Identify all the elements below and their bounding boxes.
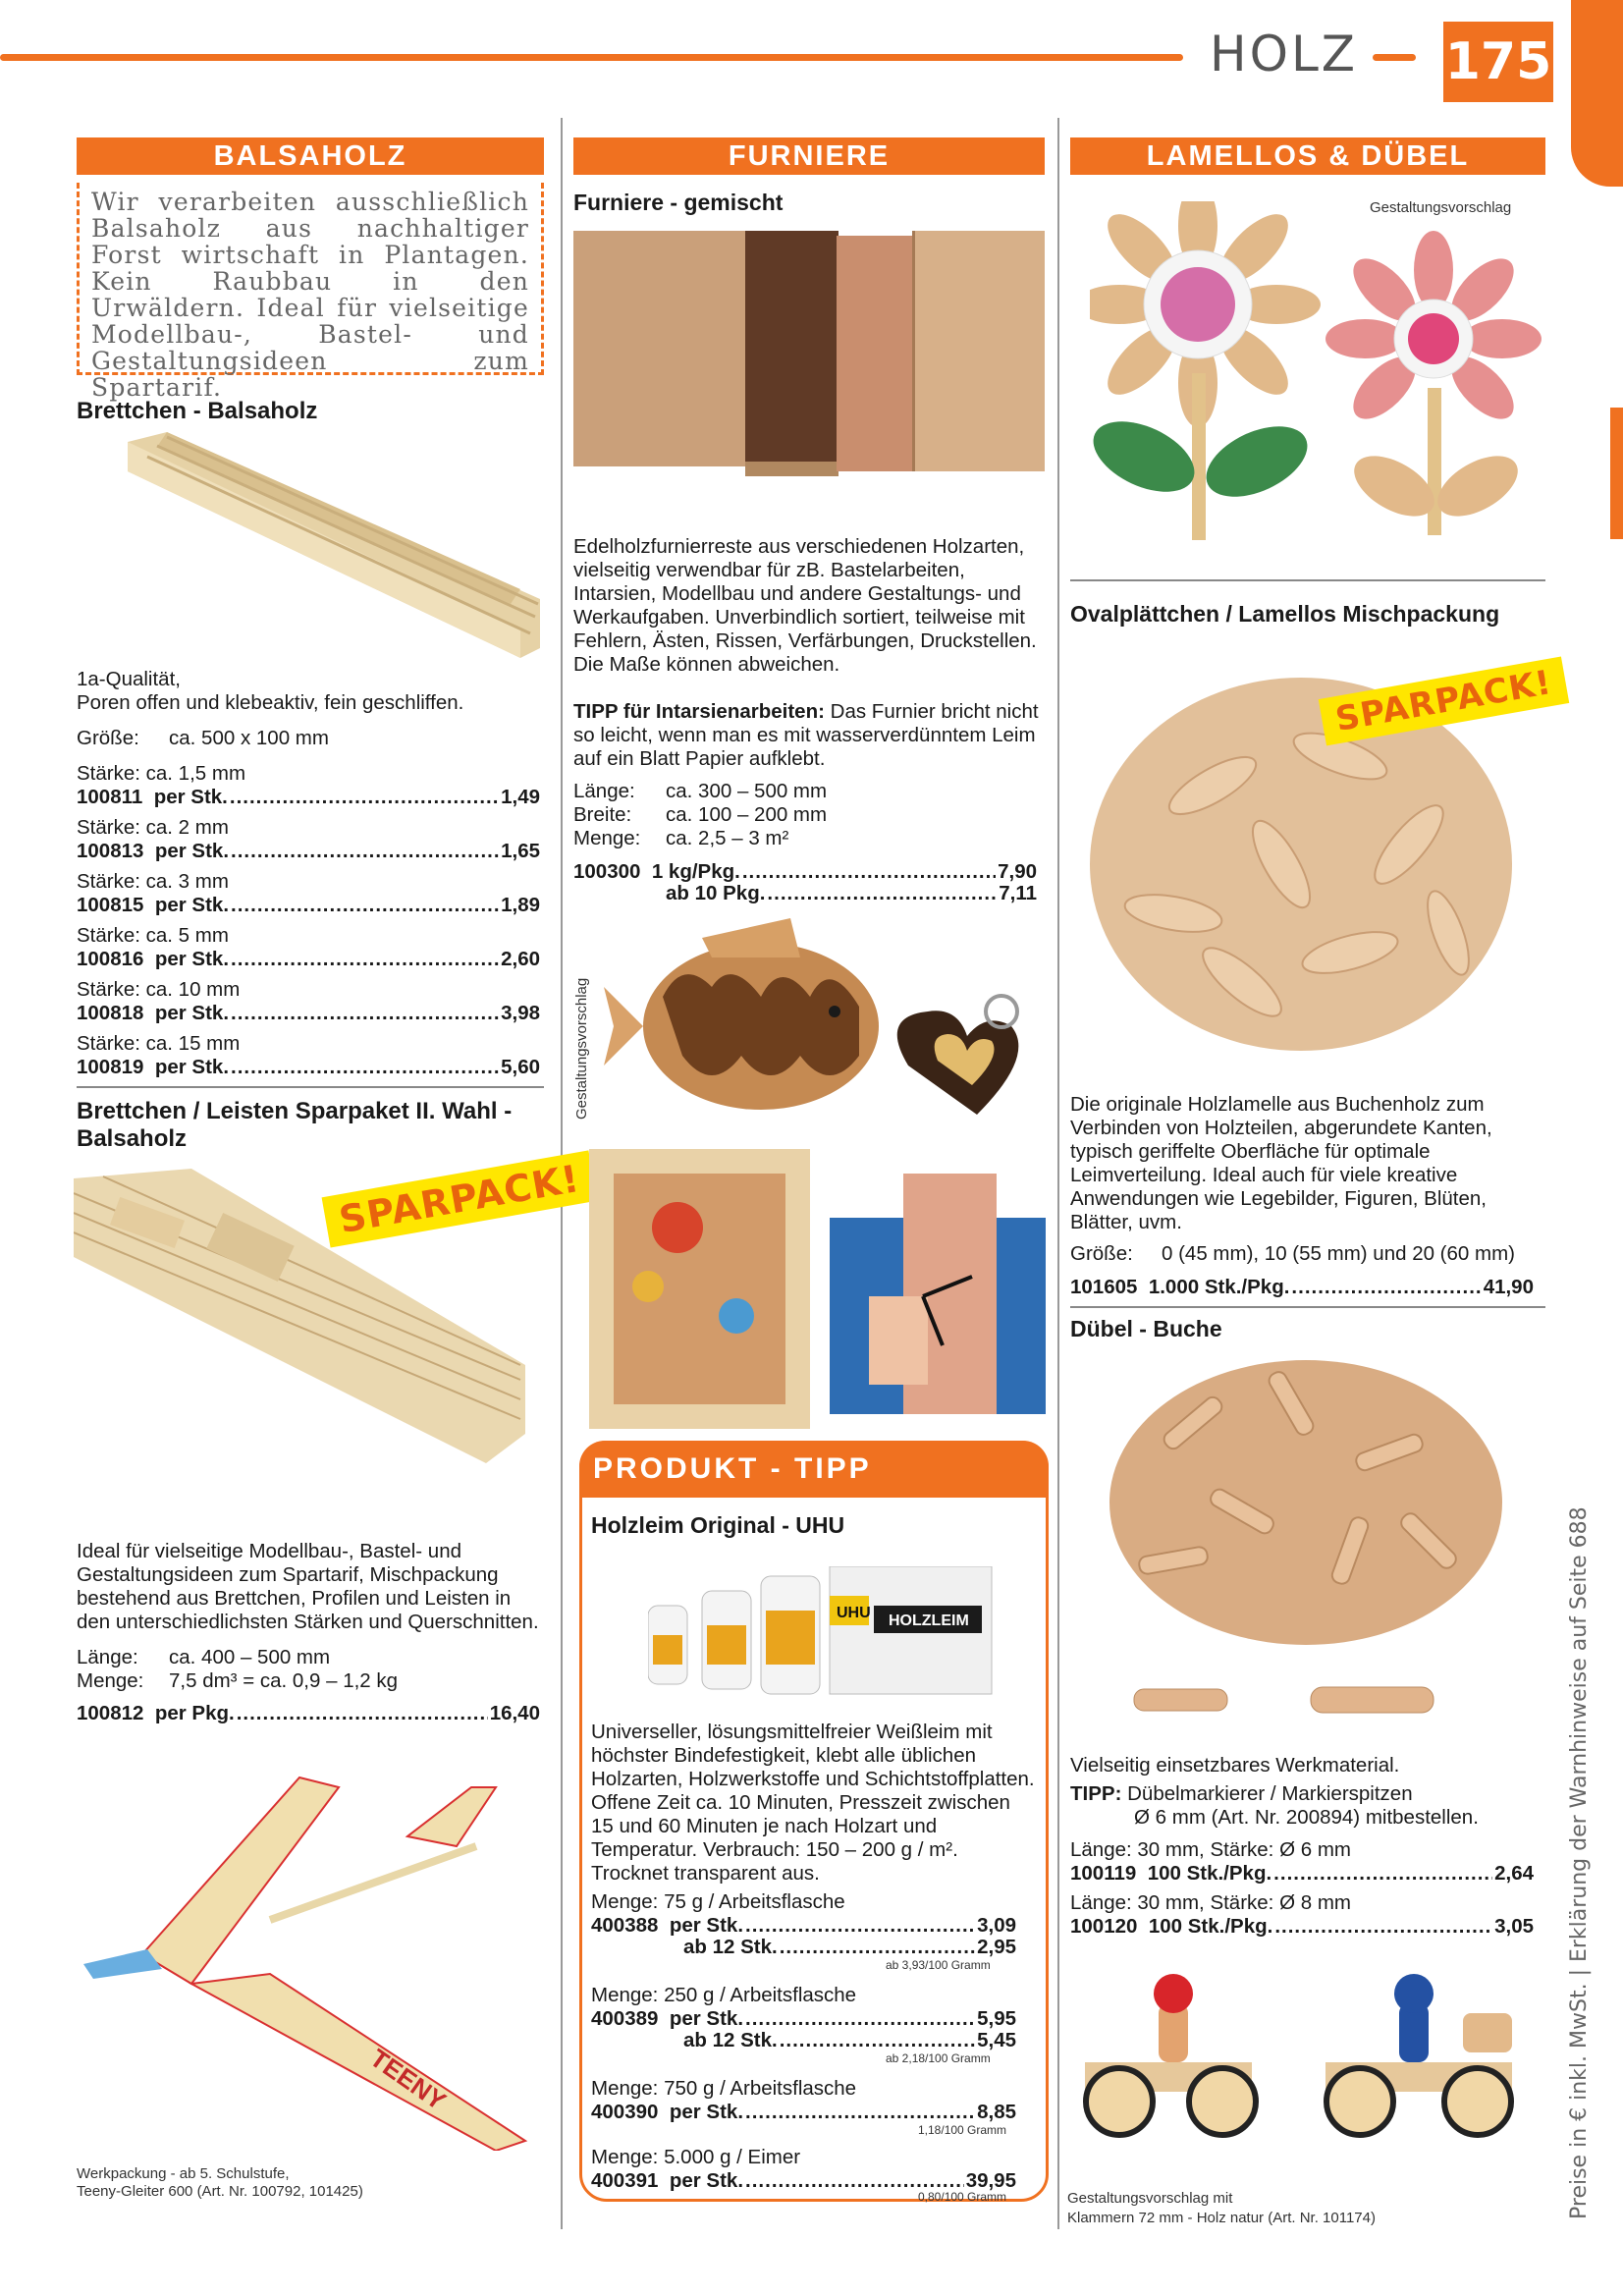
- flower-center: [1408, 313, 1459, 364]
- game-piece-head: [1394, 1974, 1434, 2013]
- product-desc: Ideal für vielseitige Modellbau-, Bastel- und Gestaltungsideen zum Spartarif, Mischpackung bestehend aus Brettchen, Profilen und Leisten in den unterschiedlichsten Stärken und Querschnitten.: [77, 1540, 539, 1633]
- size-value: 0 (45 mm), 10 (55 mm) und 20 (60 mm): [1162, 1242, 1515, 1265]
- price: 41,90: [1483, 1276, 1534, 1298]
- page-number: 175: [1443, 22, 1553, 102]
- leaf: [1195, 412, 1318, 512]
- unit: 100 Stk./Pkg.: [1147, 1862, 1272, 1885]
- divider: [1070, 1306, 1545, 1308]
- tipp-label-text: TIPP:: [1070, 1782, 1122, 1805]
- bottle-label: [766, 1611, 815, 1665]
- price-row: [77, 1702, 540, 1725]
- caption: Gestaltungsvorschlag mit: [1067, 2190, 1233, 2207]
- design-note: Gestaltungsvorschlag: [573, 977, 590, 1120]
- product-desc: 1a-Qualität,: [77, 668, 181, 690]
- product-desc: Edelholzfurnierreste aus verschiedenen Holzarten, vielseitig verwendbar für zB. Bastelarbeiten, Intarsien, Modellbau und andere Gestaltungs- und Werkaufgaben. Unverbindlich sortiert, teilweise mit Fehlern, Ästen, Rissen, Verfärbungen, Druckstellen. Die Maße können abweichen.: [573, 535, 1037, 676]
- header-rule-short: [1373, 54, 1416, 61]
- column-divider: [1057, 118, 1059, 2229]
- price: 5,95: [977, 2007, 1016, 2030]
- price: 5,60: [501, 1056, 540, 1078]
- bottle-label: [707, 1625, 746, 1665]
- variant-amount: Menge: 250 g / Arbeitsflasche: [591, 1984, 857, 2006]
- stem: [1192, 373, 1206, 540]
- balsa-boards-image: [108, 432, 540, 658]
- unit: per Stk.: [154, 948, 230, 970]
- spec-value: ca. 300 – 500 mm: [666, 780, 828, 802]
- leaf: [1428, 444, 1528, 529]
- game-piece-head: [1154, 1974, 1193, 2013]
- board-edge: [147, 457, 530, 633]
- veneer-sheet: [745, 231, 839, 462]
- article-code: 100812: [77, 1702, 144, 1724]
- tipp-body: Ø 6 mm (Art. Nr. 200894) mitbestellen.: [1134, 1806, 1479, 1829]
- brand-logo: UHU: [837, 1605, 871, 1621]
- wheel: [1189, 2068, 1256, 2135]
- spec-label: Menge:: [573, 827, 641, 849]
- thickness: Stärke: ca. 2 mm: [77, 816, 229, 839]
- dowel-spec: Länge: 30 mm, Stärke: Ø 8 mm: [1070, 1891, 1351, 1914]
- unit: per Stk.: [669, 2101, 744, 2123]
- price-row: [77, 786, 540, 809]
- product-title: Brettchen / Leisten Sparpaket II. Wahl -: [77, 1098, 513, 1124]
- spec-label: Breite:: [573, 803, 632, 826]
- product-title: Balsaholz: [77, 1125, 188, 1152]
- price-row: [591, 2007, 1016, 2031]
- dowel-pile: [1109, 1360, 1502, 1645]
- petal: [1414, 231, 1453, 309]
- price: 16,40: [489, 1702, 540, 1724]
- article-code: 100819: [77, 1056, 144, 1078]
- tipp-label: [1070, 1782, 1413, 1806]
- wing-left: [142, 1777, 339, 1984]
- price: 39,95: [965, 2169, 1016, 2192]
- thickness: Stärke: ca. 10 mm: [77, 978, 241, 1001]
- price-row: [683, 1936, 1016, 1959]
- veneer-sheet: [573, 231, 750, 466]
- variant-amount: Menge: 75 g / Arbeitsflasche: [591, 1890, 845, 1913]
- dowel-pile-image: [1100, 1355, 1512, 1723]
- glider-image: [74, 1748, 545, 2151]
- size-value: ca. 500 x 100 mm: [169, 727, 329, 749]
- price: 7,90: [998, 860, 1037, 883]
- flower-center: [1161, 267, 1235, 342]
- price-row: [666, 882, 1037, 905]
- article-code: 100813: [77, 840, 144, 862]
- article-code: 400389: [591, 2007, 659, 2030]
- fish-eye: [829, 1006, 840, 1017]
- price: 1,49: [501, 786, 540, 808]
- size-label: Größe:: [77, 727, 139, 749]
- fish-keyring-image: [604, 918, 1046, 1134]
- article-code: 101605: [1070, 1276, 1138, 1298]
- lamello-flowers-image: [1090, 201, 1542, 540]
- variant-amount: Menge: 5.000 g / Eimer: [591, 2146, 801, 2168]
- thickness: Stärke: ca. 3 mm: [77, 870, 229, 893]
- lamello-pile-image: [1085, 668, 1517, 1061]
- unit: per Stk.: [154, 1056, 230, 1078]
- base-price: ab 2,18/100 Gramm: [886, 2051, 991, 2065]
- petal: [1463, 319, 1542, 358]
- price-row: [1070, 1915, 1534, 1939]
- dowel-block: [1463, 2013, 1512, 2052]
- variant-amount: Menge: 750 g / Arbeitsflasche: [591, 2077, 857, 2100]
- spec-value: ca. 100 – 200 mm: [666, 803, 828, 826]
- article-code: 100818: [77, 1002, 144, 1024]
- produkt-tipp-header: PRODUKT - TIPP: [579, 1441, 1049, 1498]
- caption: Werkpackung - ab 5. Schulstufe,: [77, 2165, 290, 2182]
- section-header-lamellos: LAMELLOS & DÜBEL: [1070, 137, 1545, 175]
- product-title: Dübel - Buche: [1070, 1316, 1222, 1341]
- unit: 1.000 Stk./Pkg.: [1148, 1276, 1290, 1298]
- unit: per Stk.: [669, 2007, 744, 2030]
- unit: ab 12 Stk.: [683, 1936, 778, 1958]
- article-code: 100811: [77, 786, 143, 808]
- side-marker: [1610, 408, 1623, 539]
- price: 2,95: [977, 1936, 1016, 1958]
- intro-text: Wir verarbeiten ausschließlich Balsaholz aus nachhaltiger Forst wirtschaft in Plantagen. Kein Raubbau in den Urwäldern. Ideal für vielseitige Modellbau-, Bastel- und Gestaltungsideen zum Spartarif.: [77, 183, 544, 375]
- product-desc: Die originale Holzlamelle aus Buchenholz zum Verbinden von Holzteilen, abgerundete Kanten, typisch geriffelte Oberfläche für optimale Leimverteilung. Ideal auch für viele kreative Anwendungen wie Legebilder, Figuren, Blüten, Blätter, uvm.: [1070, 1093, 1492, 1233]
- base-price: ab 3,93/100 Gramm: [886, 1958, 991, 1972]
- board-edge: [157, 446, 535, 617]
- price: 8,85: [977, 2101, 1016, 2123]
- unit: per Stk.: [669, 1914, 744, 1937]
- price-note: Preise in € inkl. MwSt. | Erklärung der Warnhinweise auf Seite 688: [1567, 1506, 1592, 2219]
- veneer-sheet: [837, 236, 915, 471]
- dowel-single: [1311, 1687, 1434, 1713]
- amount-label: Menge:: [77, 1669, 144, 1692]
- wheel: [1326, 2068, 1393, 2135]
- unit: per Pkg.: [154, 1702, 235, 1724]
- price: 5,45: [977, 2029, 1016, 2051]
- price: 2,64: [1494, 1862, 1534, 1885]
- unit: per Stk.: [154, 894, 230, 916]
- tipp-text: [573, 700, 1047, 771]
- product-desc: Universeller, lösungsmittelfreier Weißleim mit höchster Bindefestigkeit, klebt alle üblichen Holzarten, Holzwerkstoffe und Schichtstoffplatten. Offene Zeit ca. 10 Minuten, Presszeit zwischen 15 und 60 Minuten je nach Holzart und Temperatur. Verbrauch: 150 – 200 g / m². Trocknet transparent aus.: [591, 1721, 1035, 1885]
- dowel-single: [1134, 1689, 1227, 1711]
- fuselage: [270, 1846, 476, 1920]
- dowel-spec: Länge: 30 mm, Stärke: Ø 6 mm: [1070, 1838, 1351, 1861]
- header-rule: [0, 54, 1183, 61]
- price: 3,05: [1494, 1915, 1534, 1938]
- veneer-sheet: [912, 231, 1045, 471]
- thickness: Stärke: ca. 5 mm: [77, 924, 229, 947]
- price-row: [591, 1914, 1016, 1938]
- unit: per Stk.: [154, 1002, 230, 1024]
- thickness: Stärke: ca. 15 mm: [77, 1032, 241, 1055]
- unit: ab 12 Stk.: [683, 2029, 778, 2051]
- price-row: [591, 2101, 1016, 2124]
- bottle-label: [653, 1635, 682, 1665]
- price-row: [77, 894, 540, 917]
- price-row: [573, 860, 1037, 884]
- leaf: [1090, 408, 1206, 507]
- sparpack-badge: SPARPACK!: [1319, 657, 1569, 746]
- article-code: 400391: [591, 2169, 659, 2192]
- price: 2,60: [501, 948, 540, 970]
- price-row: [77, 840, 540, 863]
- size-label: Größe:: [1070, 1242, 1133, 1265]
- section-header-furniere: FURNIERE: [573, 137, 1045, 175]
- base-price: 0,80/100 Gramm: [918, 2190, 1007, 2204]
- price-row: [683, 2029, 1016, 2052]
- painted-flower: [652, 1202, 703, 1253]
- category-title: HOLZ: [1210, 26, 1359, 82]
- article-code: 100816: [77, 948, 144, 970]
- thickness: Stärke: ca. 1,5 mm: [77, 762, 246, 785]
- price: 1,89: [501, 894, 540, 916]
- register-tab: [1571, 0, 1623, 187]
- painted-flower: [719, 1298, 754, 1334]
- spec-value: ca. 2,5 – 3 m²: [666, 827, 789, 849]
- product-desc: Vielseitig einsetzbares Werkmaterial.: [1070, 1754, 1400, 1777]
- amount-value: 7,5 dm³ = ca. 0,9 – 1,2 kg: [169, 1669, 399, 1692]
- length-label: Länge:: [77, 1646, 138, 1668]
- wheel: [1086, 2068, 1153, 2135]
- price: 3,98: [501, 1002, 540, 1024]
- board-edge: [167, 437, 538, 604]
- divider: [1070, 579, 1545, 581]
- bucket-label-text: HOLZLEIM: [889, 1613, 969, 1629]
- wing-tip: [83, 1949, 162, 1979]
- unit: 1 kg/Pkg.: [651, 860, 740, 883]
- design-note: Gestaltungsvorschlag: [1370, 199, 1512, 216]
- caption: Teeny-Gleiter 600 (Art. Nr. 100792, 101425): [77, 2183, 363, 2200]
- product-title: Furniere - gemischt: [573, 190, 784, 215]
- product-title: Holzleim Original - UHU: [591, 1512, 845, 1538]
- painted-flower: [632, 1271, 664, 1302]
- wheel: [1444, 2068, 1511, 2135]
- article-code: 100120: [1070, 1915, 1138, 1938]
- section-header-balsaholz: BALSAHOLZ: [77, 137, 544, 175]
- article-code: 100815: [77, 894, 144, 916]
- fish-tail: [604, 987, 643, 1066]
- stem: [1428, 388, 1441, 535]
- base-price: 1,18/100 Gramm: [918, 2123, 1007, 2137]
- tail: [407, 1787, 496, 1846]
- price-row: [77, 948, 540, 971]
- tipp-body: Dübelmarkierer / Markierspitzen: [1127, 1782, 1413, 1805]
- tipp-label: TIPP für Intarsienarbeiten:: [573, 700, 825, 723]
- glider-name: TEENY: [364, 2043, 452, 2116]
- product-title: Brettchen - Balsaholz: [77, 398, 318, 424]
- petal: [1325, 319, 1404, 358]
- length-value: ca. 400 – 500 mm: [169, 1646, 331, 1668]
- wing-right: [191, 1974, 525, 2151]
- unit: per Stk.: [669, 2169, 744, 2192]
- product-title: Ovalplättchen / Lamellos Mischpackung: [1070, 601, 1500, 627]
- article-code: 100300: [573, 860, 641, 883]
- price: 3,09: [977, 1914, 1016, 1937]
- clock-window: [869, 1296, 928, 1385]
- unit: 100 Stk./Pkg.: [1148, 1915, 1273, 1938]
- glue-products-image: [648, 1566, 997, 1699]
- price-row: [1070, 1862, 1534, 1886]
- unit: ab 10 Pkg.: [666, 882, 766, 904]
- price: 1,65: [501, 840, 540, 862]
- fish-fin: [702, 918, 800, 957]
- article-code: 100119: [1070, 1862, 1137, 1885]
- product-desc: Poren offen und klebeaktiv, fein geschliffen.: [77, 691, 464, 714]
- frame-clock-image: [589, 1149, 1051, 1434]
- veneer-edge: [912, 231, 915, 471]
- divider: [77, 1086, 544, 1088]
- sparpack-badge: SPARPACK!: [322, 1150, 598, 1247]
- price: 7,11: [999, 882, 1037, 904]
- toy-cars-image: [1075, 1954, 1546, 2151]
- price-row: [77, 1002, 540, 1025]
- veneer-image: [573, 231, 1045, 481]
- caption: Klammern 72 mm - Holz natur (Art. Nr. 101174): [1067, 2210, 1376, 2226]
- unit: per Stk.: [153, 786, 228, 808]
- article-code: 400390: [591, 2101, 659, 2123]
- spec-label: Länge:: [573, 780, 635, 802]
- article-code: 400388: [591, 1914, 659, 1937]
- price-row: [77, 1056, 540, 1079]
- tipp-body: Das Furnier bricht nicht so leicht, wenn man es mit wasserverdünntem Leim auf ein Blatt Papier aufklebt.: [573, 700, 1039, 770]
- price-row: [1070, 1276, 1534, 1299]
- unit: per Stk.: [154, 840, 230, 862]
